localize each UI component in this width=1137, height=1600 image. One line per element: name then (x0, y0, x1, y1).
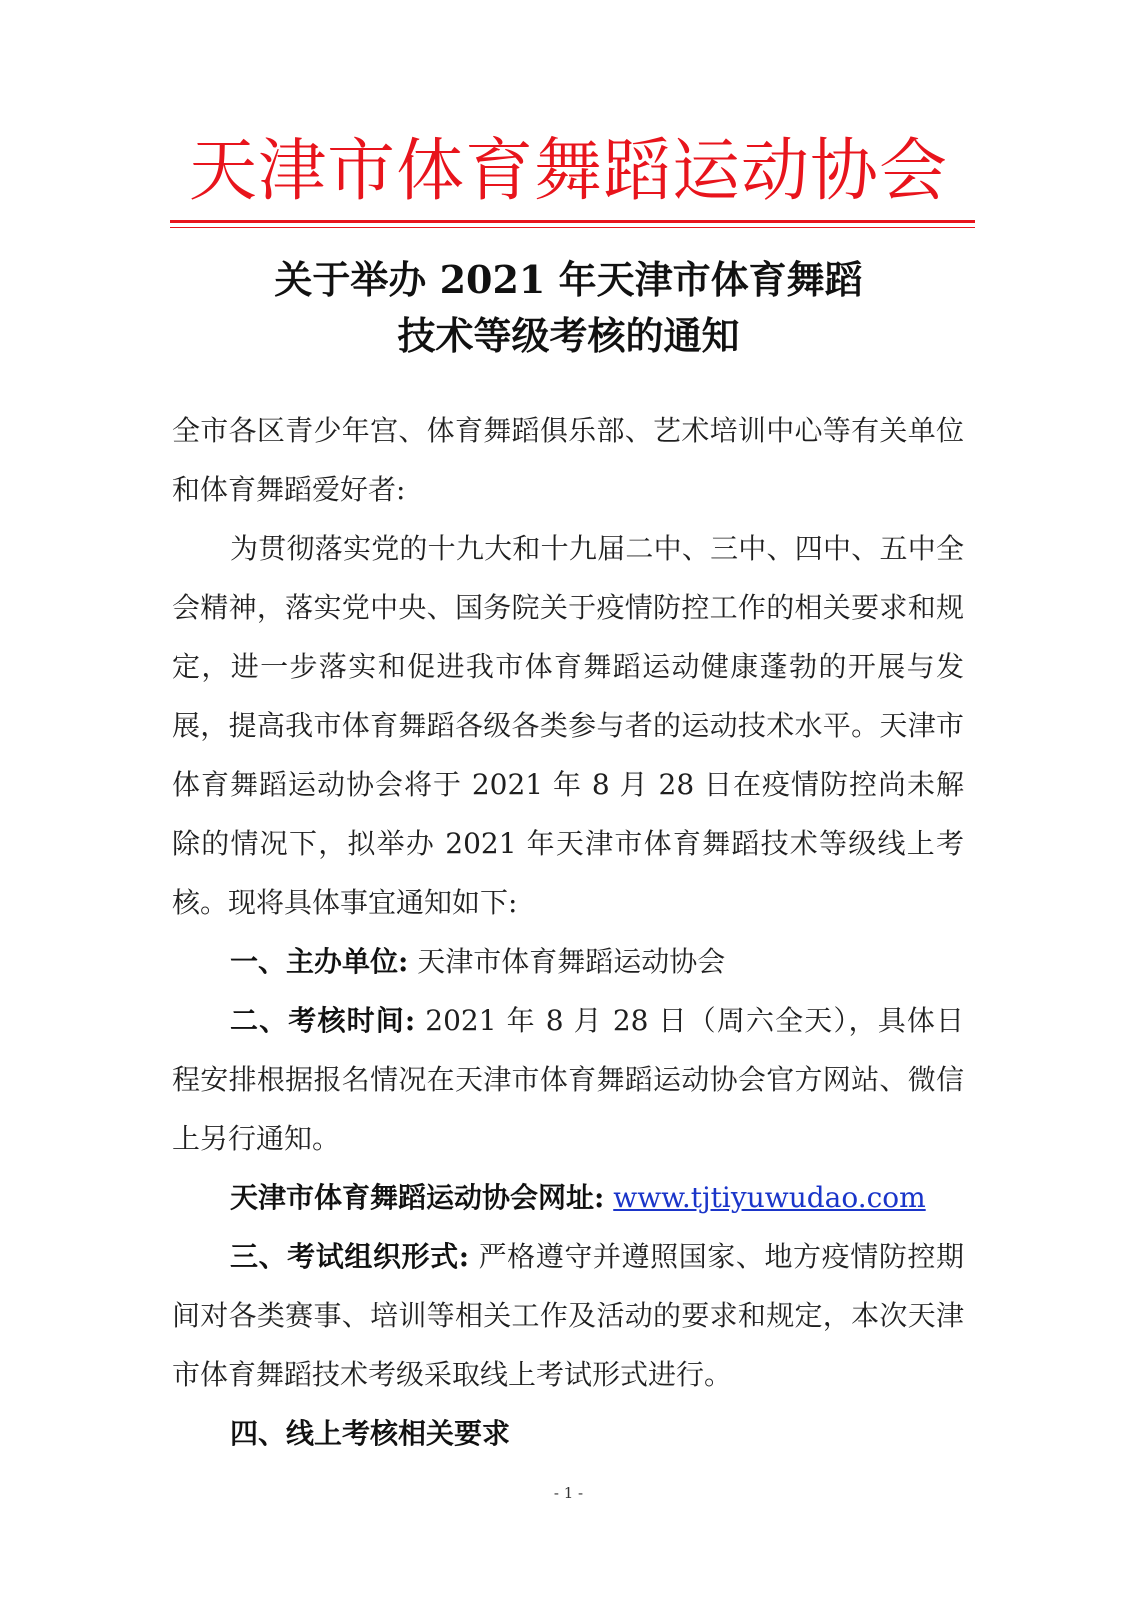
website-line (172, 1168, 964, 1227)
header-rule-thin (170, 227, 975, 228)
section-organizer-text: 天津市体育舞蹈运动协会 (417, 945, 726, 978)
organization-header: 天津市体育舞蹈运动协会 (188, 132, 948, 211)
section-organizer-heading: 一、主办单位: (230, 945, 409, 978)
page-number: - 1 - (553, 1484, 584, 1502)
section-online-requirements-heading: 四、线上考核相关要求 (230, 1417, 511, 1450)
title-line-2: 技术等级考核的通知 (397, 313, 740, 358)
website-link[interactable]: www.tjtiyuwudao.com (613, 1181, 926, 1214)
section-organizer (172, 932, 964, 991)
document-body (172, 401, 964, 1463)
section-exam-time-text: 2021 年 8 月 28 日（周六全天），具体日程安排根据报名情况在天津市体育舞蹈运动协会官方网站、微信上另行通知。 (172, 1004, 965, 1155)
title-line-1: 关于举办 2021 年天津市体育舞蹈 (274, 257, 863, 302)
section-exam-time-heading: 二、考核时间: (230, 1004, 416, 1037)
section-exam-time (172, 991, 964, 1168)
intro-paragraph: 为贯彻落实党的十九大和十九届二中、三中、四中、五中全会精神，落实党中央、国务院关于疫情防控工作的相关要求和规定，进一步落实和促进我市体育舞蹈运动健康蓬勃的开展与发展，提高我市体育舞蹈各级各类参与者的运动技术水平。天津市体育舞蹈运动协会将于 2021 年 8 月 28 日在疫情防控尚未解除的情况下，拟举办 2021 年天津市体育舞蹈技术等级线上考核。现将具体事宜通知如下: (172, 532, 964, 919)
salutation: 全市各区青少年宫、体育舞蹈俱乐部、艺术培训中心等有关单位和体育舞蹈爱好者: (172, 414, 964, 506)
document-title (0, 252, 1137, 364)
header-rule-thick (170, 220, 975, 223)
section-exam-format-text: 严格遵守并遵照国家、地方疫情防控期间对各类赛事、培训等相关工作及活动的要求和规定，本次天津市体育舞蹈技术考级采取线上考试形式进行。 (172, 1240, 964, 1391)
website-label: 天津市体育舞蹈运动协会网址: (230, 1181, 605, 1214)
section-exam-format (172, 1227, 964, 1404)
section-exam-format-heading: 三、考试组织形式: (230, 1240, 470, 1273)
